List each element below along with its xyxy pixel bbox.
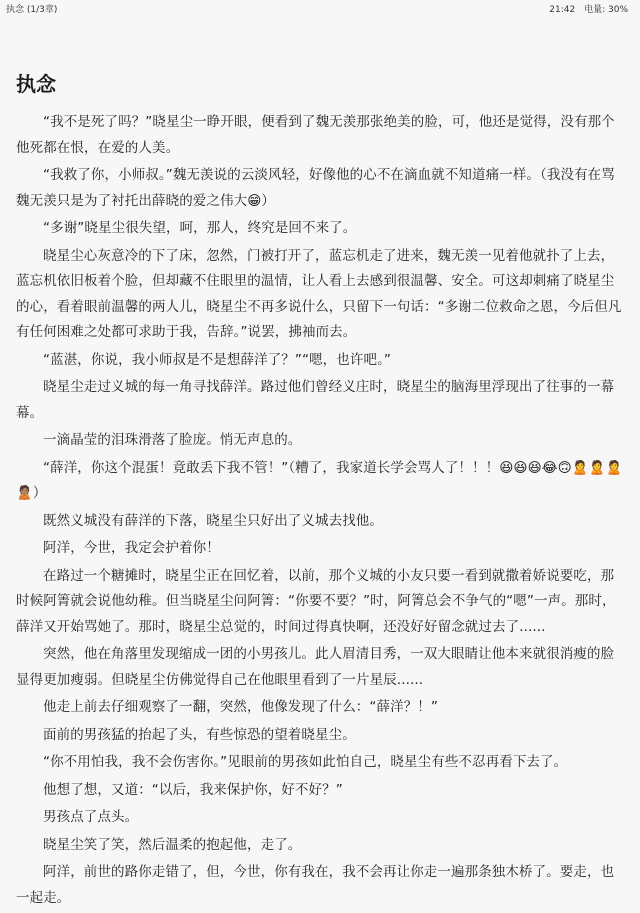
paragraph: “薛洋，你这个混蛋！竟敢丢下我不管！”（糟了，我家道长学会骂人了！！！😆😆😆😂🙃🙎🙎🙎🙎🏽） [16,459,623,501]
paragraph: 面前的男孩猛的抬起了头，有些惊恐的望着晓星尘。 [43,726,356,743]
paragraph: 在路过一个糖摊时，晓星尘正在回忆着，以前，那个义城的小友只要一看到就撒着娇说要吃，那时候阿箐就会说他幼稚。但当晓星尘问阿箐：“你要不要？”时，阿箐总会不争气的“嗯”一声。那时，薛洋又开始骂她了。那时，晓星尘总觉的，时间过得真快啊，还没好好留念就过去了...... [16,567,616,635]
paragraph: 阿洋，前世的路你走错了，但，今世，你有我在，我不会再让你走一遍那条独木桥了。要走，也一起走。 [16,864,615,906]
chapter-body [16,110,624,913]
paragraph: 晓星尘走过义城的每一角寻找薛洋。路过他们曾经义庄时，晓星尘的脑海里浮现出了往事的一幕幕。 [16,379,615,421]
book-progress: 执念 (1/3章) [6,4,58,15]
paragraph: 阿洋，今世，我定会护着你！ [43,540,220,556]
paragraph: “我救了你，小师叔。”魏无羡说的云淡风轻，好像他的心不在滴血就不知道痛一样。（我没有在骂魏无羡只是为了衬托出薛晓的爱之伟大😁） [16,167,615,209]
status-right [543,2,628,15]
paragraph: 晓星尘笑了笑，然后温柔的抱起他，走了。 [43,836,302,853]
paragraph: 他走上前去仔细观察了一翻，突然，他像发现了什么：“薛洋？！” [43,699,438,715]
paragraph: 一滴晶莹的泪珠滑落了脸庞。悄无声息的。 [43,432,302,448]
chapter-title: 执念 [16,72,56,96]
paragraph: “多谢”晓星尘很失望，呵，那人，终究是回不来了。 [43,220,357,236]
battery-label: 电量: 30% [584,4,628,15]
paragraph: “蓝湛，你说，我小师叔是不是想薛洋了？”“嗯，也许吧。” [43,351,392,368]
paragraph: “我不是死了吗？”晓星尘一睁开眼，便看到了魏无羡那张绝美的脸，可，他还是觉得，没有那个他死都在恨，在爱的人美。 [16,114,615,156]
paragraph: 他想了想，又道：“以后，我来保护你，好不好？” [43,781,343,798]
clock: 21:42 [549,4,576,15]
paragraph: “你不用怕我，我不会伤害你。”见眼前的男孩如此怕自己，晓星尘有些不忍再看下去了。 [43,754,568,770]
paragraph: 男孩点了点头。 [43,809,139,825]
paragraph: 突然，他在角落里发现缩成一团的小男孩儿。此人眉清目秀，一双大眼睛让他本来就很消瘦的脸显得更加瘦弱。但晓星尘仿佛觉得自己在他眼里看到了一片星辰...... [16,646,615,688]
paragraph: 既然义城没有薛洋的下落，晓星尘只好出了义城去找他。 [43,512,383,529]
paragraph: 晓星尘心灰意冷的下了床，忽然，门被打开了，蓝忘机走了进来，魏无羡一见着他就扑了上去，蓝忘机依旧板着个脸，但却藏不住眼里的温情，让人看上去感到很温馨、安全。可这却刺痛了晓星尘的心，看着眼前温馨的两人儿，晓星尘不再多说什么，只留下一句话：“多谢二位救命之恩，今后但凡有任何困难之处都可求助于我，告辞。”说罢，拂袖而去。 [16,247,622,340]
status-bar [0,0,640,16]
